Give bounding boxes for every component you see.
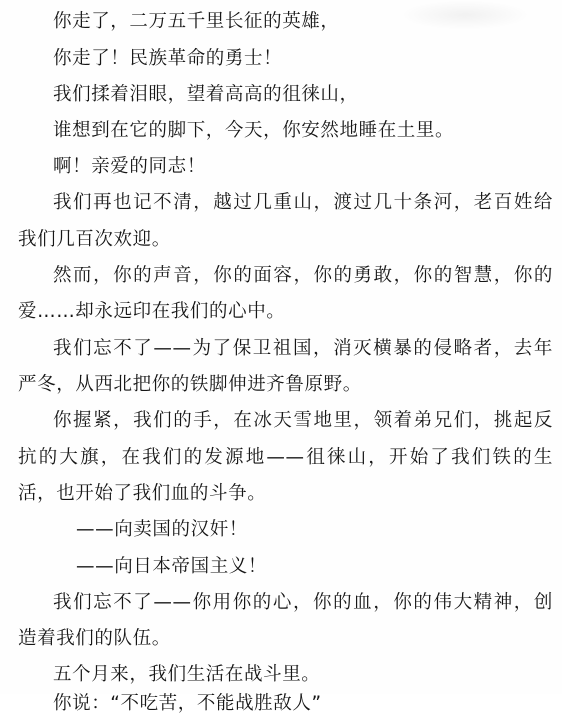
- text-line: 我们再也记不清，越过几重山，渡过几十条河，老百姓给: [53, 192, 553, 213]
- text-line: 啊！亲爱的同志！: [53, 156, 206, 177]
- text-line: ——向日本帝国主义！: [76, 556, 268, 577]
- text-line: 你走了，二万五千里长征的英雄，: [53, 11, 340, 32]
- text-line: 爱……却永远印在我们的心中。: [18, 301, 286, 322]
- scan-smudge: [400, 0, 530, 30]
- text-line: 你走了！民族革命的勇士！: [53, 48, 283, 69]
- text-line: 抗的大旗，在我们的发源地——徂徕山，开始了我们铁的生: [18, 447, 553, 468]
- text-line: 我们忘不了——你用你的心，你的血，你的伟大精神，创: [53, 592, 553, 613]
- text-line: 我们几百次欢迎。: [18, 229, 171, 250]
- text-line: 你握紧，我们的手，在冰天雪地里，领着弟兄们，挑起反: [53, 410, 553, 431]
- text-line: 严冬，从西北把你的铁脚伸进齐鲁原野。: [18, 374, 362, 395]
- text-line: 五个月来，我们生活在战斗里。: [53, 664, 321, 685]
- text-line: 我们揉着泪眼，望着高高的徂徕山，: [53, 84, 359, 105]
- text-line: 活，也开始了我们血的斗争。: [18, 483, 267, 504]
- text-line: 我们忘不了——为了保卫祖国，消灭横暴的侵略者，去年: [53, 338, 553, 359]
- text-line: 造着我们的队伍。: [18, 628, 171, 649]
- text-line: 然而，你的声音，你的面容，你的勇敢，你的智慧，你的: [53, 265, 553, 286]
- text-line: ——向卖国的汉奸！: [76, 519, 248, 540]
- text-line: 你说：“不吃苦，不能战胜敌人”: [53, 693, 322, 714]
- text-line: 谁想到在它的脚下，今天，你安然地睡在土里。: [53, 120, 455, 141]
